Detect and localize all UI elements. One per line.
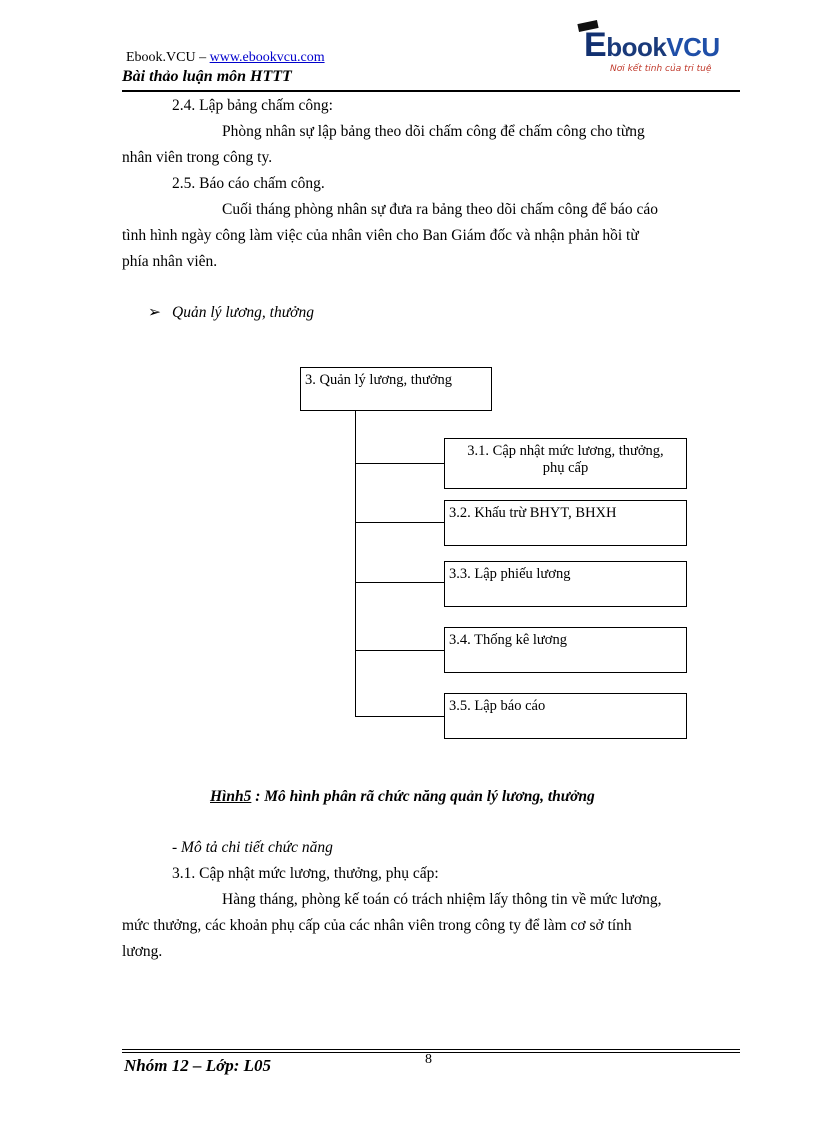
header-course-title: Bài thảo luận môn HTTT (122, 68, 292, 85)
footer-rule-top (122, 1049, 740, 1050)
diagram-root-box (300, 367, 492, 411)
logo-word-vcu: VCU (666, 32, 720, 62)
detail-heading: - Mô tả chi tiết chức năng (172, 839, 333, 856)
diagram-child-box-1 (444, 438, 687, 489)
diagram-child-2-label: 3.2. Khấu trừ BHYT, BHXH (449, 505, 617, 521)
diagram-child-box-3 (444, 561, 687, 607)
diagram-child-box-4 (444, 627, 687, 673)
footer-group-label: Nhóm 12 – Lớp: L05 (124, 1056, 272, 1075)
diagram-branch-line-5 (355, 716, 444, 717)
diagram-child-4-label: 3.4. Thống kê lương (449, 632, 567, 648)
diagram-trunk-line (355, 411, 356, 716)
figure-caption-text: : Mô hình phân rã chức năng quản lý lương, thưởng (251, 788, 595, 805)
page-number: 8 (425, 1052, 432, 1067)
diagram-child-3-label: 3.3. Lập phiếu lương (449, 566, 571, 582)
diagram-child-box-5 (444, 693, 687, 739)
logo-word-book: book (606, 32, 667, 62)
diagram-child-5-label: 3.5. Lập báo cáo (449, 698, 546, 714)
section-2-5-line3: phía nhân viên. (122, 253, 218, 270)
diagram-branch-line-3 (355, 582, 444, 583)
diagram-child-1-line1: 3.1. Cập nhật mức lương, thưởng, (467, 443, 664, 459)
section-title: Quản lý lương, thưởng (172, 304, 314, 321)
logo-tagline: Nơi kết tinh của tri tuệ (610, 64, 712, 74)
header-site (126, 50, 325, 66)
section-2-4-line1: Phòng nhân sự lập bảng theo dõi chấm công để chấm công cho từng (222, 123, 645, 140)
detail-line2: mức thưởng, các khoản phụ cấp của các nhân viên trong công ty để làm cơ sở tính (122, 917, 632, 934)
logo-letter-e: E (584, 26, 607, 64)
section-2-4-line2: nhân viên trong công ty. (122, 149, 273, 166)
section-2-5-line2: tình hình ngày công làm việc của nhân viên cho Ban Giám đốc và nhận phản hồi từ (122, 227, 639, 244)
ebook-vcu-logo (570, 20, 740, 80)
header-site-link[interactable]: www.ebookvcu.com (209, 50, 325, 65)
figure-caption (210, 787, 595, 807)
header-site-prefix: Ebook.VCU – (126, 50, 210, 65)
diagram-child-box-2 (444, 500, 687, 546)
section-2-5-line1: Cuối tháng phòng nhân sự đưa ra bảng theo dõi chấm công để báo cáo (222, 201, 659, 218)
diagram-branch-line-2 (355, 522, 444, 523)
diagram-branch-line-4 (355, 650, 444, 651)
logo-wordmark (584, 26, 720, 65)
diagram-child-1-line2: phụ cấp (542, 460, 589, 476)
section-2-5-heading: 2.5. Báo cáo chấm công. (172, 175, 325, 192)
diagram-root-label: 3. Quản lý lương, thưởng (305, 372, 453, 388)
bullet-arrow-icon: ➢ (148, 304, 161, 321)
detail-line3: lương. (122, 943, 163, 960)
diagram-branch-line-1 (355, 463, 444, 464)
detail-line1: Hàng tháng, phòng kế toán có trách nhiệm lấy thông tin về mức lương, (222, 891, 662, 908)
figure-caption-label: Hình5 (210, 788, 252, 805)
header-rule (122, 90, 740, 92)
section-2-4-heading: 2.4. Lập bảng chấm công: (172, 97, 333, 114)
detail-sub-heading: 3.1. Cập nhật mức lương, thưởng, phụ cấp: (172, 865, 439, 882)
